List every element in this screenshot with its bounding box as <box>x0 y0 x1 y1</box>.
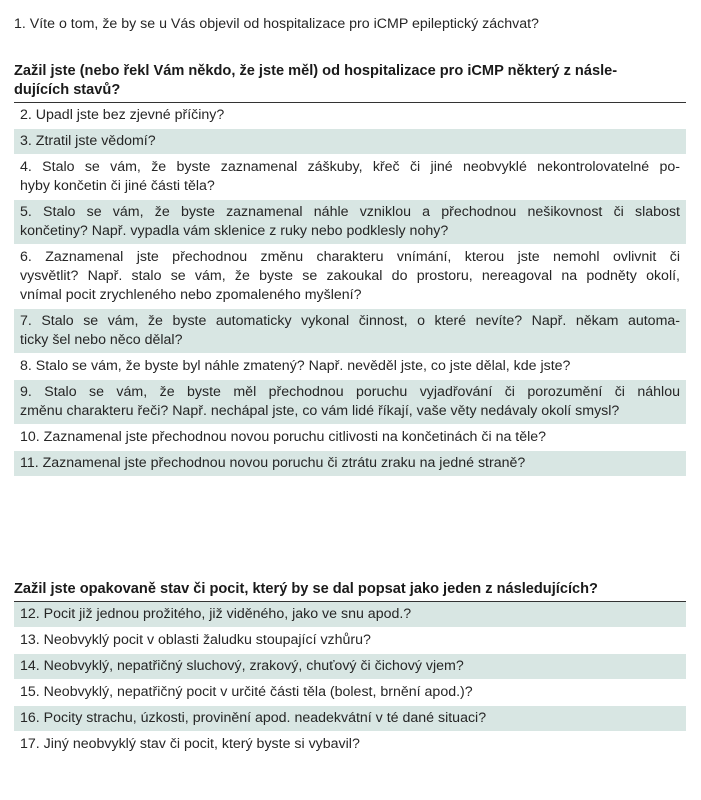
question-row <box>14 732 686 758</box>
question-row <box>14 380 686 425</box>
question-line: 14. Neobvyklý, nepatřičný sluchový, zrakový, chuťový či čichový vjem? <box>20 658 464 674</box>
section-2-items <box>14 602 686 758</box>
question-row <box>14 602 686 628</box>
question-line: 9. Stalo se vám, že byste měl přechodnou poruchu vyjadřování či porozumění či náhlou <box>20 384 680 400</box>
question-row <box>14 129 686 155</box>
question-line: 5. Stalo se vám, že byste zaznamenal náhle vzniklou a přechodnou nešikovnost či slabost <box>20 204 680 220</box>
question-line: 2. Upadl jste bez zjevné příčiny? <box>20 107 225 123</box>
question-line: 10. Zaznamenal jste přechodnou novou poruchu citlivosti na končetinách či na těle? <box>20 429 547 445</box>
question-row <box>14 354 686 380</box>
question-row <box>14 309 686 354</box>
question-row <box>14 103 686 129</box>
question-line: ticky šel nebo něco dělal? <box>20 332 183 348</box>
question-line: 12. Pocit již jednou prožitého, již viděného, jako ve snu apod.? <box>20 606 412 622</box>
section-1-heading-line-1: Zažil jste (nebo řekl Vám někdo, že jste měl) od hospitalizace pro iCMP některý z násle- <box>14 63 618 79</box>
question-line: hyby končetin či jiné části těla? <box>20 178 215 194</box>
question-line: 8. Stalo se vám, že byste byl náhle zmatený? Např. nevěděl jste, co jste dělal, kde jste? <box>20 358 571 374</box>
question-1: 1. Víte o tom, že by se u Vás objevil od hospitalizace pro iCMP epileptický záchvat? <box>14 16 539 32</box>
section-2 <box>14 580 686 758</box>
question-line: 7. Stalo se vám, že byste automaticky vykonal činnost, o které nevíte? Např. někam automa- <box>20 313 680 329</box>
section-2-heading: Zažil jste opakovaně stav či pocit, který by se dal popsat jako jeden z následujících? <box>14 580 686 602</box>
question-row <box>14 200 686 245</box>
question-line: 16. Pocity strachu, úzkosti, provinění apod. neadekvátní v té dané situaci? <box>20 710 487 726</box>
question-row <box>14 628 686 654</box>
question-line: vnímal pocit zrychleného nebo zpomaleného myšlení? <box>20 287 362 303</box>
section-1-items <box>14 103 686 477</box>
section-1-heading <box>14 62 686 103</box>
question-row <box>14 451 686 477</box>
question-row <box>14 425 686 451</box>
section-1 <box>14 62 686 477</box>
question-row <box>14 680 686 706</box>
section-1-heading-line-2: dujících stavů? <box>14 82 121 98</box>
question-line: vysvětlit? Např. stalo se vám, že byste se zakoukal do prostoru, nereagoval na podněty okolí, <box>20 268 680 284</box>
question-line: 15. Neobvyklý, nepatřičný pocit v určité části těla (bolest, brnění apod.)? <box>20 684 473 700</box>
question-line: 11. Zaznamenal jste přechodnou novou poruchu či ztrátu zraku na jedné straně? <box>20 455 526 471</box>
question-row <box>14 245 686 309</box>
question-line: 17. Jiný neobvyklý stav či pocit, který byste si vybavil? <box>20 736 360 752</box>
question-row <box>14 706 686 732</box>
question-line: končetiny? Např. vypadla vám sklenice z ruky nebo podklesly nohy? <box>20 223 449 239</box>
question-row <box>14 155 686 200</box>
question-line: 4. Stalo se vám, že byste zaznamenal záškuby, křeč či jiné neobvyklé nekontrolovatelné po- <box>20 159 680 175</box>
question-line: 6. Zaznamenal jste přechodnou změnu charakteru vnímání, kterou jste nemohl ovlivnit či <box>20 249 680 265</box>
question-line: změnu charakteru řeči? Např. nechápal jste, co vám lidé říkají, vaše věty nedávaly okolí smysl? <box>20 403 620 419</box>
question-line: 3. Ztratil jste vědomí? <box>20 133 156 149</box>
question-line: 13. Neobvyklý pocit v oblasti žaludku stoupající vzhůru? <box>20 632 371 648</box>
question-row <box>14 654 686 680</box>
